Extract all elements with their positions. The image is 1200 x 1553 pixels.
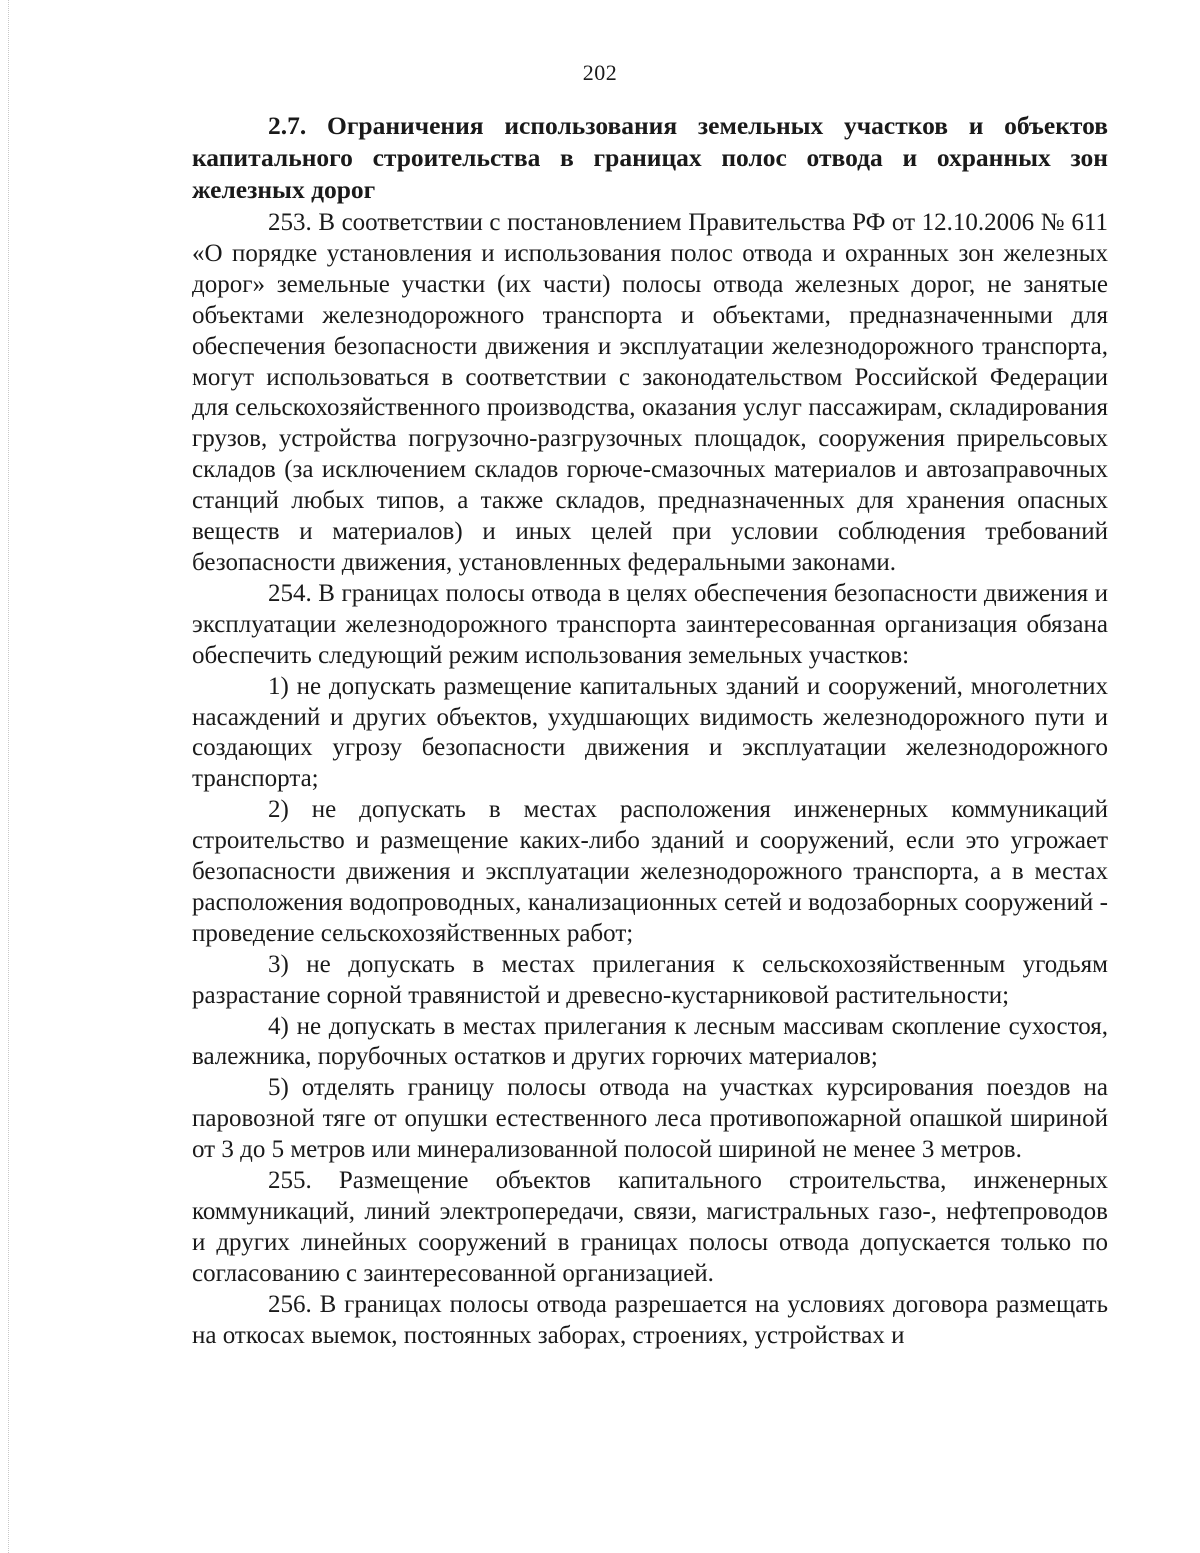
page-number: 202 — [582, 60, 618, 85]
paragraph-255: 255. Размещение объектов капитального строительства, инженерных коммуникаций, линий электропередачи, связи, магистральных газо-, нефтепроводов и других линейных сооружений в границах полосы отвода допускается только по согласованию с заинтересованной организацией. — [192, 1167, 1108, 1287]
paragraph-253: 253. В соответствии с постановлением Правительства РФ от 12.10.2006 № 611 «О порядке установления и использования полос отвода и охранных зон железных дорог» земельные участки (их части) полосы отвода железных дорог, не занятые объектами железнодорожного транспорта и объектами, предназначенными для обеспечения безопасности движения и эксплуатации железнодорожного транспорта, могут использоваться в соответствии с законодательством Российской Федерации для сельскохозяйственного производства, оказания услуг пассажирам, складирования грузов, устройства погрузочно-разгрузочных площадок, сооружения прирельсовых складов (за исключением складов горюче-смазочных материалов и автозаправочных станций любых типов, а также складов, предназначенных для хранения опасных веществ и материалов) и иных целей при условии соблюдения требований безопасности движения, установленных федеральными законами. — [192, 209, 1108, 576]
scan-edge-line — [8, 0, 9, 1553]
list-item-4: 4) не допускать в местах прилегания к лесным массивам скопление сухостоя, валежника, порубочных остатков и других горючих материалов; — [192, 1012, 1108, 1071]
paragraph-254: 254. В границах полосы отвода в целях обеспечения безопасности движения и эксплуатации железнодорожного транспорта заинтересованная организация обязана обеспечить следующий режим использования земельных участков: — [192, 579, 1108, 669]
document-body — [192, 110, 1108, 1352]
paragraph-256: 256. В границах полосы отвода разрешается на условиях договора размещать на откосах выемок, постоянных заборах, строениях, устройствах и — [192, 1290, 1108, 1349]
list-item-2: 2) не допускать в местах расположения инженерных коммуникаций строительство и размещение каких-либо зданий и сооружений, если это угрожает безопасности движения и эксплуатации железнодорожного транспорта, а в местах расположения водопроводных, канализационных сетей и водозаборных сооружений - проведение сельскохозяйственных работ; — [192, 796, 1108, 947]
section-heading: 2.7. Ограничения использования земельных участков и объектов капитального строительства в границах полос отвода и охранных зон железных дорог — [192, 111, 1108, 204]
list-item-5: 5) отделять границу полосы отвода на участках курсирования поездов на паровозной тяге от опушки естественного леса противопожарной опашкой шириной от 3 до 5 метров или минерализованной полосой шириной не менее 3 метров. — [192, 1074, 1108, 1164]
list-item-1: 1) не допускать размещение капитальных зданий и сооружений, многолетних насаждений и других объектов, ухудшающих видимость железнодорожного пути и создающих угрозу безопасности движения и эксплуатации железнодорожного транспорта; — [192, 672, 1108, 793]
list-item-3: 3) не допускать в местах прилегания к сельскохозяйственным угодьям разрастание сорной травянистой и древесно-кустарниковой растительности; — [192, 950, 1108, 1009]
